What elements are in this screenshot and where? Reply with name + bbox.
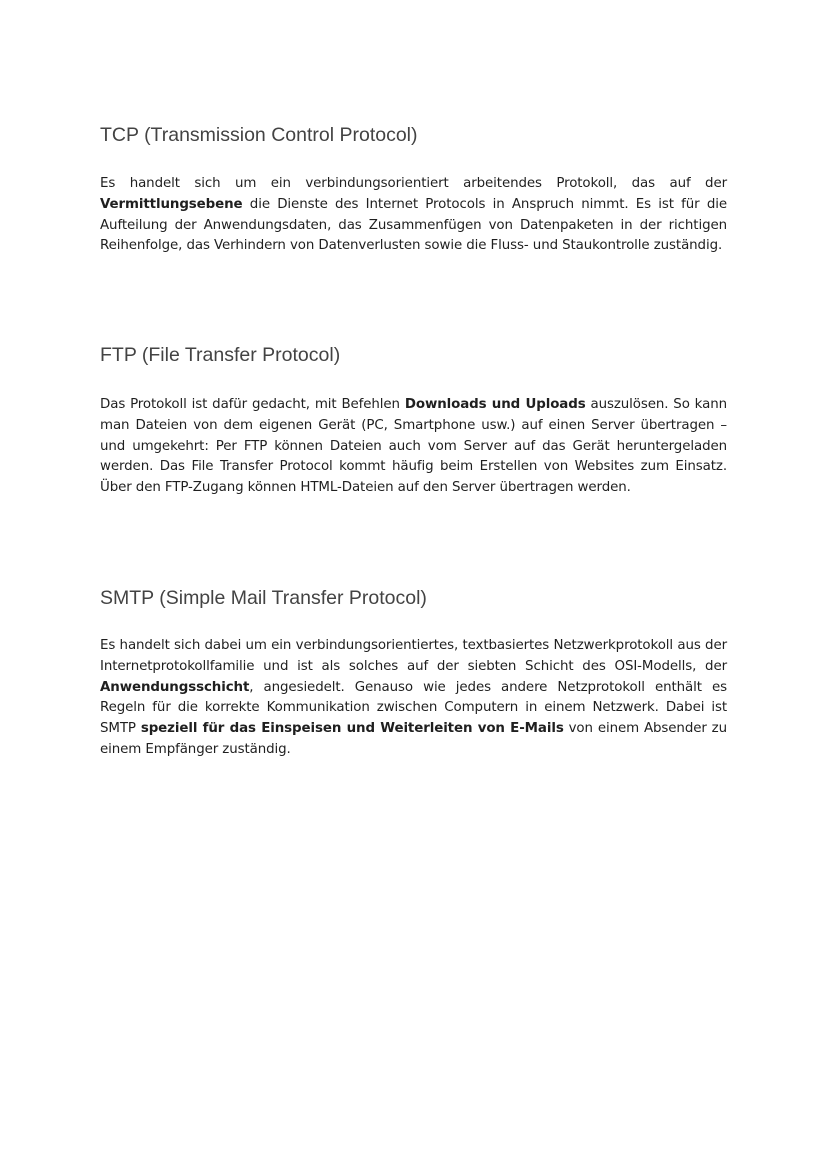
bold-text-run: Anwendungsschicht (100, 679, 250, 695)
text-run: die Dienste des Internet Protocols in Anspruch nimmt. Es ist für die Aufteilung der Anwendungsdaten, das Zusammenfügen von Datenpaketen in der richtigen Reihenfolge, das Verhindern von Datenverlusten sowie die Fluss- und Staukontrolle zuständig. (100, 196, 727, 254)
section-paragraph-ftp (100, 395, 727, 499)
bold-text-run: speziell für das Einspeisen und Weiterleiten von E-Mails (140, 721, 564, 737)
section-heading-smtp: SMTP (Simple Mail Transfer Protocol) (100, 587, 427, 609)
text-run: Das Protokoll ist dafür gedacht, mit Befehlen (100, 397, 405, 412)
bold-text-run: Vermittlungsebene (100, 196, 243, 212)
bold-text-run: Downloads und Uploads (404, 397, 586, 412)
section-heading-ftp: FTP (File Transfer Protocol) (100, 344, 341, 366)
section-paragraph-smtp (100, 636, 727, 761)
text-run: auszulösen. So kann man Dateien von dem eigenen Gerät (PC, Smartphone usw.) auf einen Server übertragen – und umgekehrt: Per FTP können Dateien auch vom Server auf das Gerät heruntergeladen werden. Das File Transfer Protocol kommt häufig beim Erstellen von Websites zum Einsatz. Über den FTP-Zugang können HTML-Dateien auf den Server übertragen werden. (100, 397, 727, 496)
text-run: Es handelt sich dabei um ein verbindungsorientiertes, textbasiertes Netzwerkprotokoll aus der Internetprotokollfamilie und ist als solches auf der siebten Schicht des OSI-Modells, der (100, 638, 727, 674)
section-paragraph-tcp (100, 174, 727, 257)
text-run: Es handelt sich um ein verbindungsorientiert arbeitendes Protokoll, das auf der (100, 176, 727, 191)
text-run: von einem Absender zu einem Empfänger zuständig. (100, 721, 727, 757)
section-heading-tcp: TCP (Transmission Control Protocol) (100, 124, 418, 146)
text-run: , angesiedelt. Genauso wie jedes andere Netzprotokoll enthält es Regeln für die korrekte Kommunikation zwischen Computern in einem Netzwerk. Dabei ist SMTP (100, 679, 727, 737)
